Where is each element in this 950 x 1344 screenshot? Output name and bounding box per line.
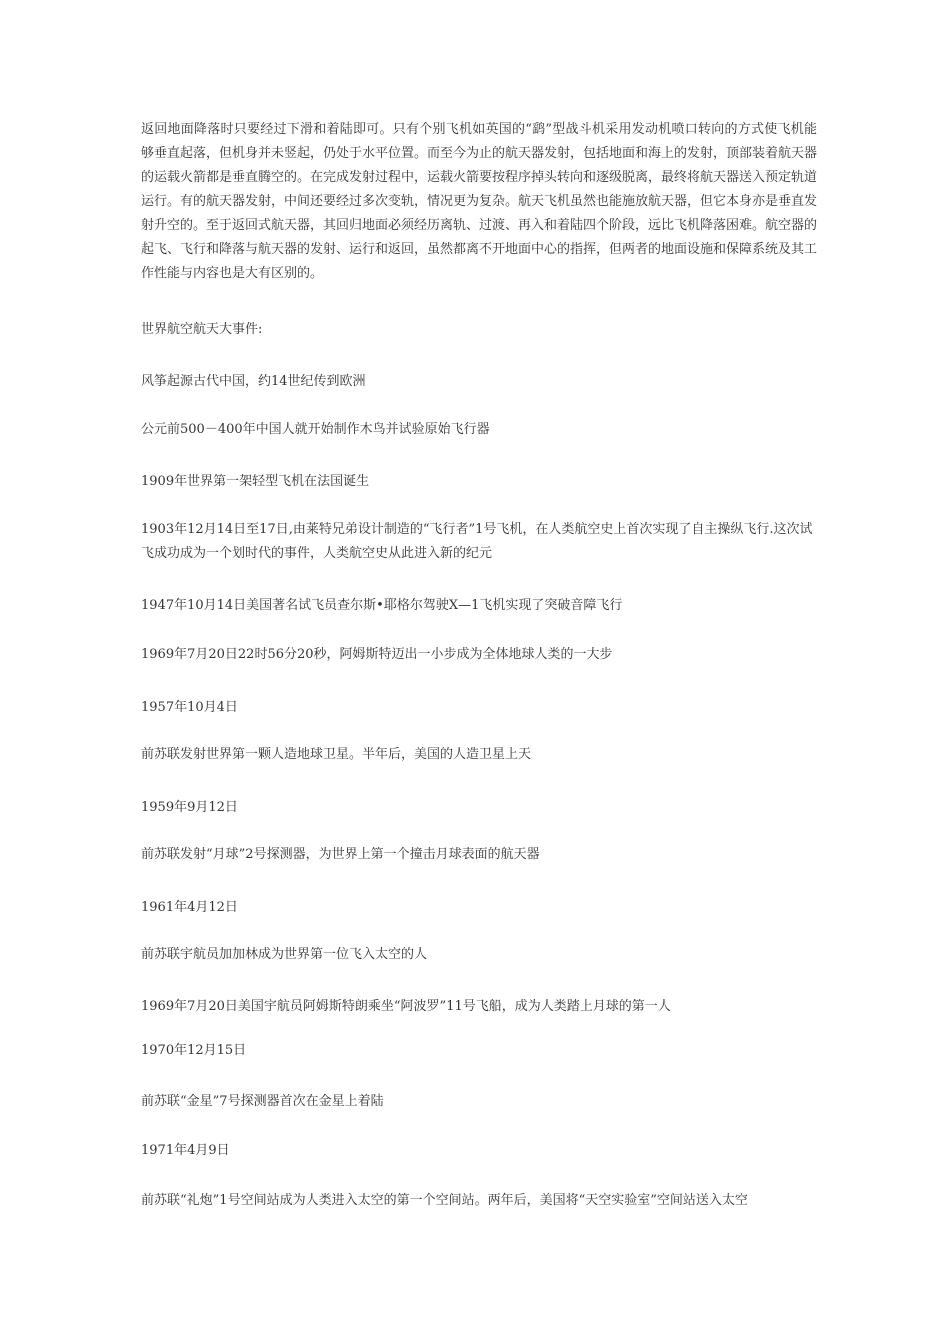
event-item: 前苏联“金星”7号探测器首次在金星上着陆: [141, 1094, 384, 1109]
event-item: 风筝起源古代中国，约14世纪传到欧洲: [141, 374, 366, 389]
event-item: 前苏联“礼炮”1号空间站成为人类进入太空的第一个空间站。两年后，美国将“天空实验室”空间站送入太空: [141, 1193, 748, 1208]
event-item: 1969年7月20日22时56分20秒，阿姆斯特迈出一小步成为全体地球人类的一大步: [141, 647, 613, 662]
event-item: 前苏联发射“月球”2号探测器，为世界上第一个撞击月球表面的航天器: [141, 847, 540, 862]
event-date: 1971年4月9日: [141, 1143, 230, 1158]
event-date: 1961年4月12日: [141, 900, 238, 915]
event-item: 1947年10月14日美国著名试飞员查尔斯•耶格尔驾驶X—1飞机实现了突破音障飞行: [141, 598, 623, 613]
event-item: 前苏联发射世界第一颗人造地球卫星。半年后，美国的人造卫星上天: [141, 747, 532, 762]
event-date: 1957年10月4日: [141, 700, 238, 715]
event-item: 1903年12月14日至17日,由莱特兄弟设计制造的“飞行者”1号飞机，在人类航空史上首次实现了自主操纵飞行.这次试飞成功成为一个划时代的事件，人类航空史从此进入新的纪元: [141, 522, 813, 561]
event-item: 1909年世界第一架轻型飞机在法国诞生: [141, 474, 370, 489]
document-body: [141, 118, 817, 286]
intro-paragraph: 返回地面降落时只要经过下滑和着陆即可。只有个别飞机如英国的“鹞”型战斗机采用发动机喷口转向的方式使飞机能够垂直起落，但机身并未竖起，仍处于水平位置。而至今为止的航天器发射，包括地面和海上的发射，顶部装着航天器的运载火箭都是垂直腾空的。在完成发射过程中，运载火箭要按程序掉头转向和逐级脱离，最终将航天器送入预定轨道运行。有的航天器发射，中间还要经过多次变轨，情况更为复杂。航天飞机虽然也能施放航天器，但它本身亦是垂直发射升空的。至于返回式航天器，其回归地面必须经历离轨、过渡、再入和着陆四个阶段，远比飞机降落困难。航空器的起飞、飞行和降落与航天器的发射、运行和返回，虽然都离不开地面中心的指挥，但两者的地面设施和保障系统及其工作性能与内容也是大有区别的。: [141, 122, 818, 281]
section-heading: 世界航空航天大事件:: [141, 322, 263, 337]
event-item: 前苏联宇航员加加林成为世界第一位飞入太空的人: [141, 947, 428, 962]
event-date: 1970年12月15日: [141, 1043, 247, 1058]
event-item: 公元前500－400年中国人就开始制作木鸟并试验原始飞行器: [141, 422, 490, 437]
event-item: 1969年7月20日美国宇航员阿姆斯特朗乘坐“阿波罗”11号飞船，成为人类踏上月球的第一人: [141, 999, 671, 1014]
event-date: 1959年9月12日: [141, 800, 238, 815]
